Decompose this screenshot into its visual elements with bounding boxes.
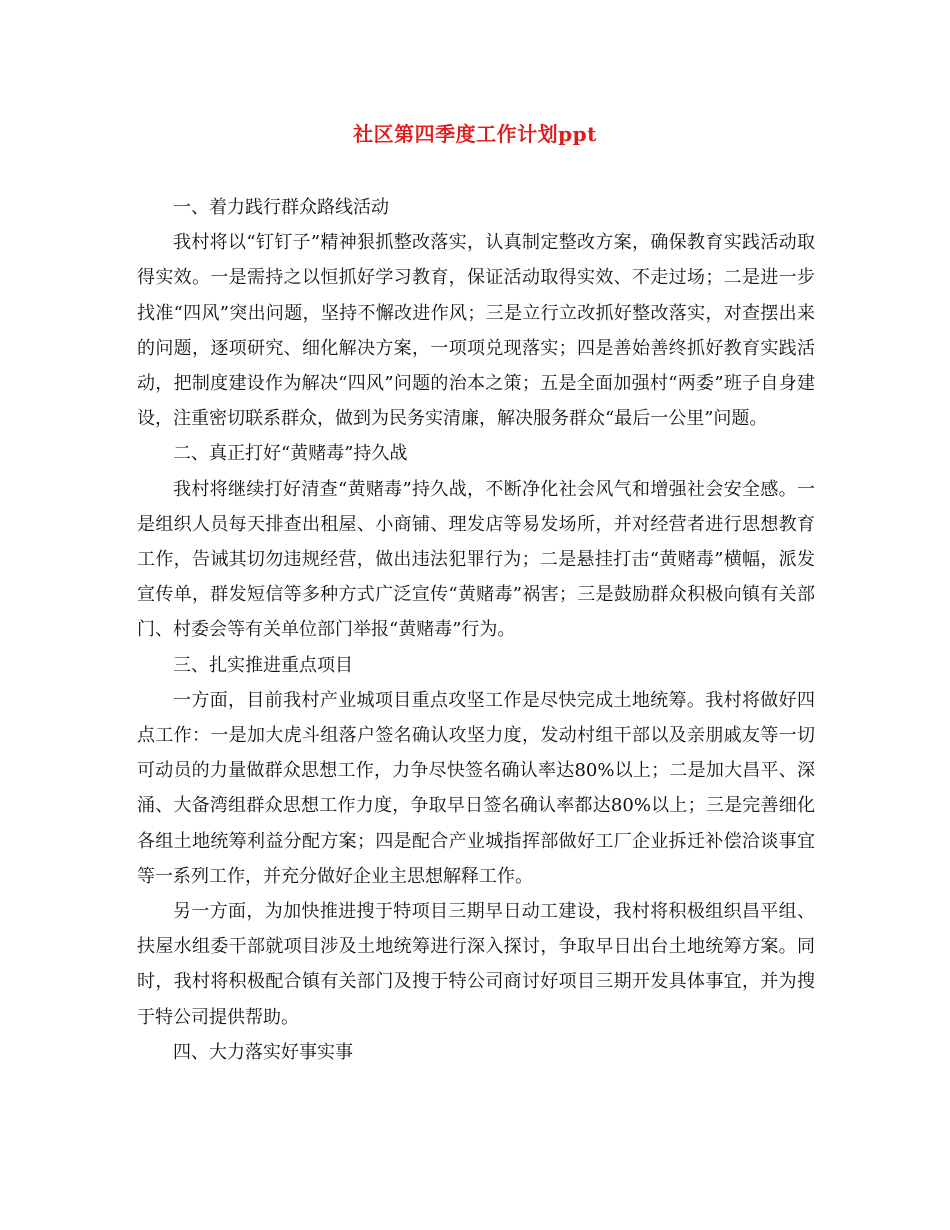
- section-heading-2: 二、真正打好“黄赌毒”持久战: [173, 443, 408, 465]
- section-2-paragraph-1: 我村将继续打好清查“黄赌毒”持久战，不断净化社会风气和增强社会安全感。一是组织人员每天排查出租屋、小商铺、理发店等易发场所，并对经营者进行思想教育工作，告诫其切勿违规经营，做出违法犯罪行为；二是悬挂打击“黄赌毒”横幅，派发宣传单，群发短信等多种方式广泛宣传“黄赌毒”祸害；三是鼓励群众积极向镇有关部门、村委会等有关单位部门举报“黄赌毒”行为。: [137, 478, 815, 641]
- section-heading-3: 三、扎实推进重点项目: [173, 654, 353, 676]
- section-3-paragraph-1: 一方面，目前我村产业城项目重点攻坚工作是尽快完成土地统筹。我村将做好四点工作：一是加大虎斗组落户签名确认攻坚力度，发动村组干部以及亲朋戚友等一切可动员的力量做群众思想工作，力争尽快签名确认率达80%以上；二是加大昌平、深涌、大备湾组群众思想工作力度，争取早日签名确认率都达80%以上；三是完善细化各组土地统筹利益分配方案；四是配合产业城指挥部做好工厂企业拆迁补偿洽谈事宜等一系列工作，并充分做好企业主思想解释工作。: [137, 689, 815, 887]
- section-1-paragraph-1: 我村将以“钉钉子”精神狠抓整改落实，认真制定整改方案，确保教育实践活动取得实效。一是需持之以恒抓好学习教育，保证活动取得实效、不走过场；二是进一步找准“四风”突出问题，坚持不懈改进作风；三是立行立改抓好整改落实，对查摆出来的问题，逐项研究、细化解决方案，一项项兑现落实；四是善始善终抓好教育实践活动，把制度建设作为解决“四风”问题的治本之策；五是全面加强村“两委”班子自身建设，注重密切联系群众，做到为民务实清廉，解决服务群众“最后一公里”问题。: [137, 232, 815, 430]
- document-body: [137, 190, 815, 1070]
- section-heading-1: 一、着力践行群众路线活动: [173, 197, 389, 218]
- section-heading-4: 四、大力落实好事实事: [173, 1041, 353, 1063]
- document-title: 社区第四季度工作计划ppt: [353, 122, 597, 146]
- section-3-paragraph-2: 另一方面，为加快推进搜于特项目三期早日动工建设，我村将积极组织昌平组、扶屋水组委干部就项目涉及土地统筹进行深入探讨，争取早日出台土地统筹方案。同时，我村将积极配合镇有关部门及搜于特公司商讨好项目三期开发具体事宜，并为搜于特公司提供帮助。: [137, 901, 815, 1028]
